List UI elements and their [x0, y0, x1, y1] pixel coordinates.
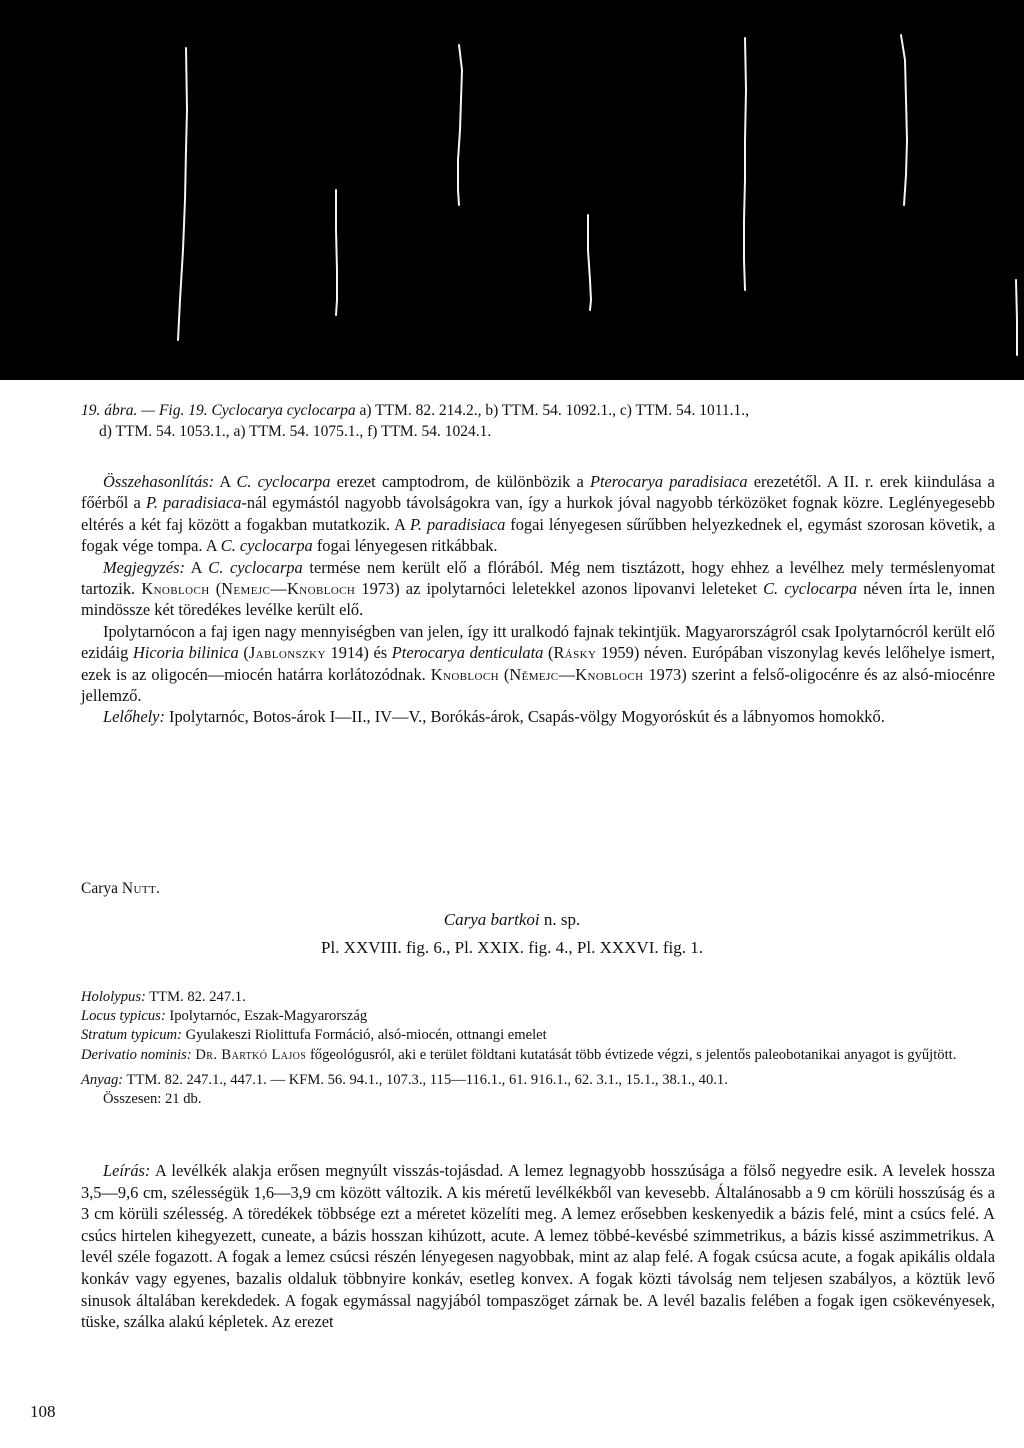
genus-author: Nutt.: [121, 880, 161, 897]
species-suffix: n. sp.: [543, 910, 581, 929]
text-run: erezetétől. A II. r. erek kiindulása a főérből a: [81, 472, 995, 513]
caption-refs-2: d) TTM. 54. 1053.1., a) TTM. 54. 1075.1., f) TTM. 54. 1024.1.: [99, 423, 492, 440]
caption-refs-1: a) TTM. 82. 214.2., b) TTM. 54. 1092.1., c) TTM. 54. 1011.1.,: [359, 402, 750, 419]
author-name: Nemejc—Knobloch: [221, 579, 356, 599]
locus-line: [81, 1007, 995, 1026]
text-run: fogai lényegesen ritkábbak.: [316, 536, 498, 556]
stratum-label: Stratum typicum:: [81, 1027, 182, 1044]
description-text: A levélkék alakja erősen megnyúlt visszás-tojásdad. A lemez legnagyobb hosszúsága a fölső negyedre esik. A levelek hossza 3,5—9,6 cm, szélességük 1,6—3,9 cm között változik. A kis méretű levélkékből van kevesebb. Általánosabb a 9 cm körüli hosszúság és a 3 cm körüli szélesség. A töredékek többsége ezt a méretet közelíti meg. A lemez erősebben keskenyedik a bázis felé, mint a csúcs felé. A csúcs hirtelen kihegyezett, cuneate, a bázis hosszan kihúzott, acute. A lemez többé-kevésbé szimmetrikus, a bázis kissé aszimmetrikus. A levél széle fogazott. A fogak a lemez csúcsi részén lényegesen nagyobbak, mint az alap felé. A fogak csúcsa acute, a fogak apikális oldala konkáv vagy egyenes, bazalis oldaluk többnyire konkáv, esetleg konvex. A fogak közti távolság nem teljesen szabályos, a köztük levő sinusok általában kerekdedek. A fogak egymással nagyjából tompaszöget zárnak be. A levél bazalis felében a fogak igen csökevényesek, tüske, szálka alakú képletek. Az erezet: [81, 1161, 995, 1332]
holotype-label: Hololypus:: [81, 989, 146, 1005]
derivation-text: főgeológusról, aki e terület földtani kutatását több évtizede végzi, s jelentős paleobotanikai anyagot is gyűjtött.: [309, 1046, 957, 1063]
comparison-label: Összehasonlítás:: [103, 472, 215, 491]
text-run: -nál egymástól nagyobb távolságokra van, így a hurkok jóval nagyobb térközöket fognak közre. Leglényegesebb eltérés a két faj között a fogakban mutatkozik. A: [81, 493, 995, 534]
specimen-e: [744, 38, 746, 290]
figure-caption: [81, 400, 995, 442]
type-data: [81, 988, 995, 1109]
locality-label: Lelőhely:: [103, 707, 165, 727]
author-name: Jablonszky: [248, 643, 326, 663]
derivation-line: [81, 1046, 995, 1065]
text-run: erezet camptodrom, de különbözik a: [336, 472, 584, 491]
stratum-line: [81, 1026, 995, 1045]
text-run: (: [243, 643, 249, 663]
taxon-name: C. cyclocarpa: [208, 557, 303, 577]
note-label: Megjegyzés:: [103, 557, 185, 577]
text-run: A: [219, 472, 231, 491]
derivation-label: Derivatio nominis:: [81, 1046, 192, 1063]
specimen-b: [336, 190, 337, 315]
text-run: (: [548, 643, 554, 663]
taxon-name: Pterocarya paradisiaca: [589, 472, 748, 491]
specimen-f: [901, 35, 907, 205]
total-line: Összesen: 21 db.: [103, 1091, 202, 1108]
species-name: Carya bartkoi: [443, 910, 540, 929]
comparison-section: [81, 471, 995, 728]
holotype-line: [81, 988, 995, 1007]
text-run: termése nem került elő a flórából. Még nem tisztázott, hogy ehhez a levélhez mely terméslenyomat tartozik.: [81, 557, 995, 599]
caption-species: Cyclocarya cyclocarpa: [211, 402, 356, 419]
taxon-name: C. cyclocarpa: [763, 579, 858, 599]
text-run: néven írta le, innen mindössze két töredékes levélke került elő.: [81, 579, 995, 620]
description-section: [81, 1160, 995, 1333]
locality-paragraph: [81, 706, 995, 727]
taxon-name: Pterocarya denticulata: [391, 643, 544, 663]
text-run: 1959) néven. Európában viszonylag kevés lelőhelye ismert, ezek is az oligocén—miocén határra korlátozódnak.: [81, 643, 995, 684]
genus-name: Carya: [81, 880, 119, 897]
locality-text: Ipolytarnóc, Botos-árok I—II., IV—V., Borókás-árok, Csapás-völgy Mogyoróskút és a lábnyomos homokkő.: [169, 707, 885, 727]
leaf-specimens-figure: [0, 0, 1024, 380]
specimen-a: [178, 48, 187, 340]
genus-heading: [81, 880, 160, 898]
text-run: A: [190, 557, 202, 577]
species-title: [0, 910, 1024, 930]
holotype-value: TTM. 82. 247.1.: [149, 989, 246, 1005]
page-number: 108: [30, 1402, 56, 1421]
distribution-paragraph: [81, 621, 995, 707]
text-run: (: [503, 664, 510, 684]
taxon-name: P. paradisiaca: [145, 493, 242, 513]
material-label: Anyag:: [81, 1071, 124, 1088]
text-run: fogai lényegesen sűrűbben helyezkednek el, egymást szorosan követik, a fogak vége tompa. A: [81, 514, 995, 556]
specimen-g: [1016, 280, 1017, 355]
author-name: Němejc—Knobloch: [509, 664, 644, 684]
specimen-c: [458, 45, 462, 205]
material-value: TTM. 82. 247.1., 447.1. — KFM. 56. 94.1., 107.3., 115—116.1., 61. 916.1., 62. 3.1., 15.1., 38.1., 40.1.: [126, 1071, 728, 1088]
text-run: 1973) szerint a felső-oligocénre és az alsó-miocénre jellemző.: [81, 664, 995, 706]
locus-value: Ipolytarnóc, Eszak-Magyarország: [169, 1008, 368, 1025]
text-run: 1914) és: [330, 643, 388, 663]
taxon-name: Hicoria bilinica: [133, 643, 239, 663]
plate-references: Pl. XXVIII. fig. 6., Pl. XXIX. fig. 4., Pl. XXXVI. fig. 1.: [320, 938, 703, 957]
taxon-name: C. cyclocarpa: [220, 536, 313, 556]
description-label: Leírás:: [103, 1161, 151, 1180]
note-paragraph: [81, 557, 995, 621]
specimen-d: [588, 215, 591, 310]
taxon-name: C. cyclocarpa: [236, 472, 331, 491]
author-name: Knobloch: [430, 664, 499, 684]
author-name: Knobloch: [141, 579, 210, 599]
caption-line-2: [81, 421, 995, 442]
material-line: [81, 1071, 995, 1090]
text-run: 1973) az ipolytarnóci leletekkel azonos lipovanvi leleteket: [361, 579, 757, 599]
description-paragraph: [81, 1160, 995, 1333]
text-run: Ipolytarnócon a faj igen nagy mennyiségben van jelen, így itt uralkodó fajnak tekintjük. Magyarországról csak Ipolytarnócról került elő ezidáig: [81, 621, 995, 663]
figure-plate: [0, 0, 1024, 380]
caption-label: 19. ábra. — Fig. 19.: [81, 402, 208, 419]
stratum-value: Gyulakeszi Riolittufa Formáció, alsó-miocén, ottnangi emelet: [185, 1027, 547, 1044]
text-run: (: [215, 579, 222, 599]
comparison-paragraph: [81, 471, 995, 557]
caption-line-1: [81, 400, 995, 421]
taxon-name: P. paradisiaca: [410, 514, 506, 534]
locus-label: Locus typicus:: [81, 1008, 166, 1025]
derivation-person: Dr. Bartkó Lajos: [195, 1046, 307, 1063]
author-name: Rásky: [553, 643, 597, 663]
